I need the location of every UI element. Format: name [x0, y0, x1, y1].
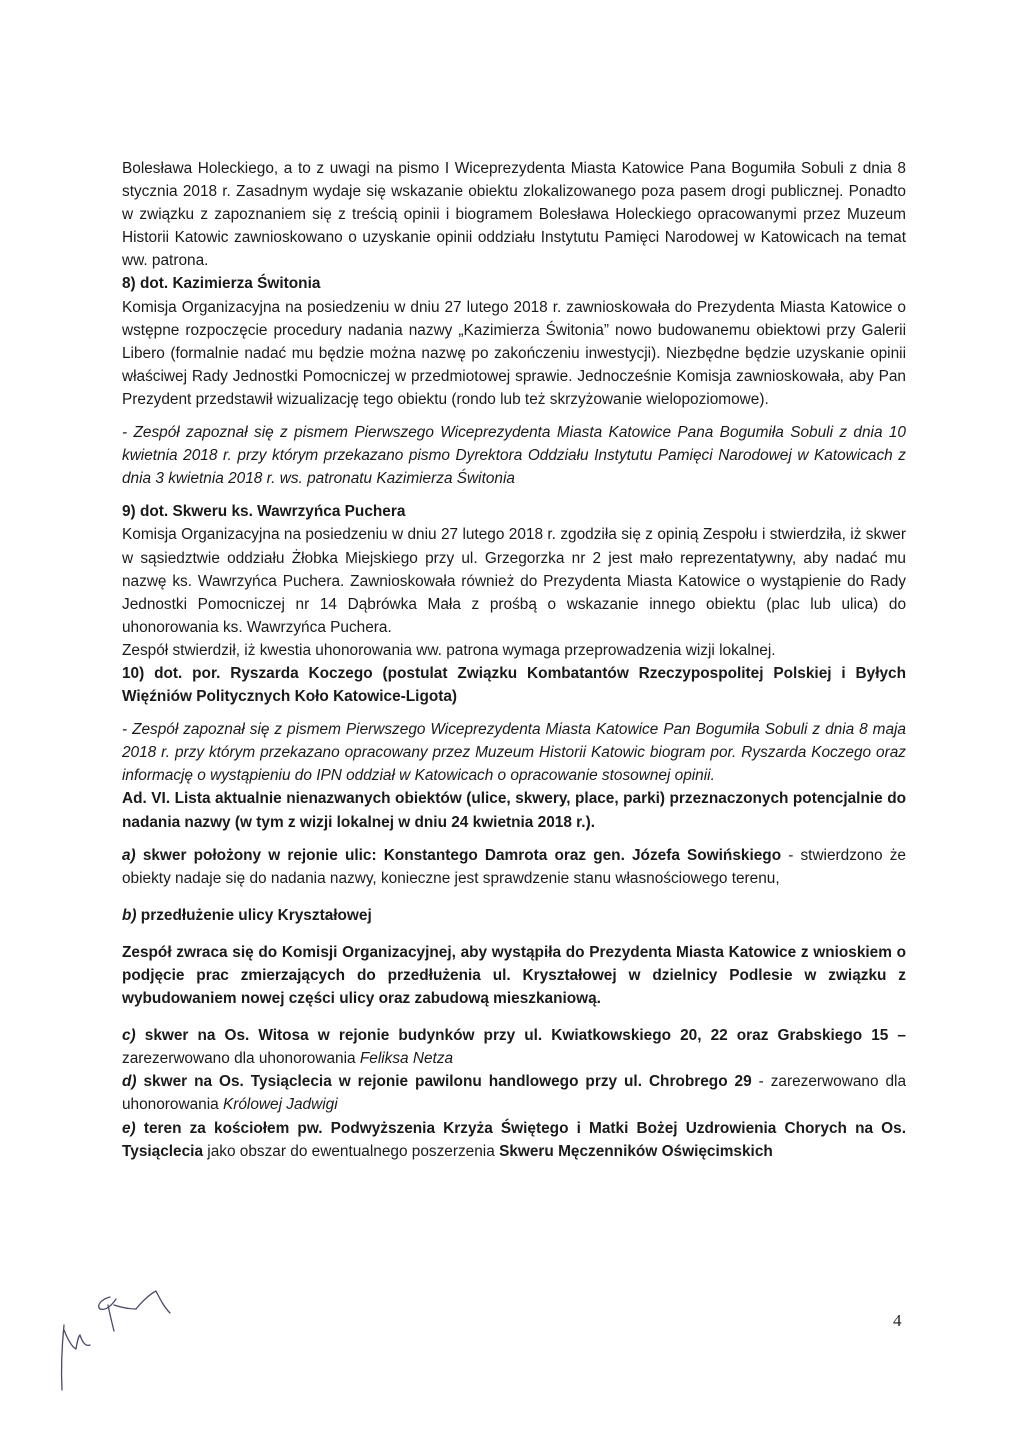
heading-item-9: 9) dot. Skweru ks. Wawrzyńca Puchera [122, 503, 406, 521]
handwritten-signature-icon [52, 1285, 192, 1395]
paragraph-pucher: Komisja Organizacyjna na posiedzeniu w dniu 27 lutego 2018 r. zgodziła się z opinią Zespołu i stwierdziła, iż skwer w sąsiedztwie oddziału Żłobka Miejskiego przy ul. Grzegorzka nr 2 jest mało reprezentatywny, aby nadać mu nazwę ks. Wawrzyńca Puchera. Zawnioskowała również do Prezydenta Miasta Katowice o wystąpienie do Rady Jednostki Pomocniczej nr 14 Dąbrówka Mała z prośbą o wskazanie innego obiektu (plac lub ulica) do uhonorowania ks. Wawrzyńca Puchera. [122, 526, 906, 636]
list-item-c-text: zarezerwowano dla uhonorowania [122, 1050, 360, 1068]
paragraph-switon: Komisja Organizacyjna na posiedzeniu w dniu 27 lutego 2018 r. zawnioskowała do Prezydenta Miasta Katowice o wstępne rozpoczęcie procedury nadania nazwy „Kazimierza Świtonia” nowo budowanemu obiektowi przy Galerii Libero (formalnie nadać mu będzie można nazwę po zakończeniu inwestycji). Niezbędne będzie uzyskanie opinii właściwej Rady Jednostki Pomocniczej w przedmiotowej sprawie. Jednocześnie Komisja zawnioskowała, aby Pan Prezydent przedstawił wizualizację tego obiektu (rondo lub też skrzyżowanie wielopoziomowe). [122, 298, 906, 408]
list-item-d-text: - zarezerwowano dla uhonorowania [122, 1073, 907, 1114]
list-item-d [122, 1070, 906, 1116]
list-item-a [122, 844, 906, 890]
list-item-b [122, 904, 906, 927]
paragraph-pucher-conclusion: Zespół stwierdził, iż kwestia uhonorowania ww. patrona wymaga przeprowadzenia wizji lokalnej. [122, 641, 776, 659]
list-item-c-patron: Feliksa Netza [359, 1050, 454, 1068]
heading-item-8: 8) dot. Kazimierza Świtonia [122, 275, 321, 293]
paragraph-switon-note: - Zespół zapoznał się z pismem Pierwszego Wiceprezydenta Miasta Katowice Pana Bogumiła Sobuli z dnia 10 kwietnia 2018 r. przy którym przekazano pismo Dyrektora Oddziału Instytutu Pamięci Narodowej w Katowicach z dnia 3 kwietnia 2018 r. ws. patronatu Kazimierza Świtonia [122, 424, 906, 488]
page-number: 4 [893, 1311, 902, 1330]
list-item-d-title: skwer na Os. Tysiąclecia w rejonie pawilonu handlowego przy ul. Chrobrego 29 [136, 1073, 752, 1091]
paragraph-koczy-note: - Zespół zapoznał się z pismem Pierwszego Wiceprezydenta Miasta Katowice Pan Bogumiła Sobuli z dnia 8 maja 2018 r. przy którym przekazano opracowany przez Muzeum Historii Katowic biogram por. Ryszarda Koczego oraz informację o wystąpieniu do IPN oddział w Katowicach o opracowanie stosownej opinii. [122, 721, 906, 785]
list-item-c-title: skwer na Os. Witosa w rejonie budynków przy ul. Kwiatkowskiego 20, 22 oraz Grabskiego 15 – [135, 1027, 906, 1045]
list-letter-b: b) [122, 906, 137, 924]
heading-ad-vi: Ad. VI. Lista aktualnie nienazwanych obiektów (ulice, skwery, place, parki) przeznaczonych potencjalnie do nadania nazwy (w tym z wizji lokalnej w dniu 24 kwietnia 2018 r.). [122, 790, 906, 831]
list-letter-e: e) [122, 1119, 136, 1137]
paragraph-holecki: Bolesława Holeckiego, a to z uwagi na pismo I Wiceprezydenta Miasta Katowice Pana Bogumiła Sobuli z dnia 8 stycznia 2018 r. Zasadnym wydaje się wskazanie obiektu zlokalizowanego poza pasem drogi publicznej. Ponadto w związku z zapoznaniem się z treścią opinii i biogramem Bolesława Holeckiego opracowanymi przez Muzeum Historii Katowic zawnioskowano o uzyskanie opinii oddziału Instytutu Pamięci Narodowej w Katowicach na temat ww. patrona. [122, 160, 906, 270]
list-item-c [122, 1024, 906, 1070]
list-letter-a: a) [122, 846, 136, 864]
paragraph-zespol-request: Zespół zwraca się do Komisji Organizacyjnej, aby wystąpiła do Prezydenta Miasta Katowice z wnioskiem o podjęcie prac zmierzających do przedłużenia ul. Kryształowej w dzielnicy Podlesie w związku z wybudowaniem nowej części ulicy oraz zabudową mieszkaniową. [122, 943, 906, 1008]
list-letter-c: c) [122, 1027, 136, 1045]
list-item-e-text: jako obszar do ewentualnego poszerzenia [203, 1142, 500, 1160]
list-item-d-patron: Królowej Jadwigi [222, 1096, 338, 1114]
list-item-a-text: - stwierdzono że obiekty nadaje się do nadania nazwy, konieczne jest sprawdzenie stanu własnościowego terenu, [122, 846, 906, 887]
document-body [122, 157, 906, 1163]
list-item-b-title: przedłużenie ulicy Kryształowej [136, 906, 372, 924]
list-item-e-skwer: Skweru Męczenników Oświęcimskich [499, 1142, 773, 1160]
list-item-a-title: skwer położony w rejonie ulic: Konstantego Damrota oraz gen. Józefa Sowińskiego [135, 846, 782, 864]
list-item-e [122, 1117, 906, 1163]
list-letter-d: d) [122, 1073, 137, 1091]
list-item-e-title: teren za kościołem pw. Podwyższenia Krzyża Świętego i Matki Bożej Uzdrowienia Chorych na Os. Tysiąclecia [122, 1119, 906, 1160]
heading-item-10: 10) dot. por. Ryszarda Koczego (postulat Związku Kombatantów Rzeczypospolitej Polskiej i Byłych Więźniów Politycznych Koło Katowice-Ligota) [122, 664, 906, 706]
